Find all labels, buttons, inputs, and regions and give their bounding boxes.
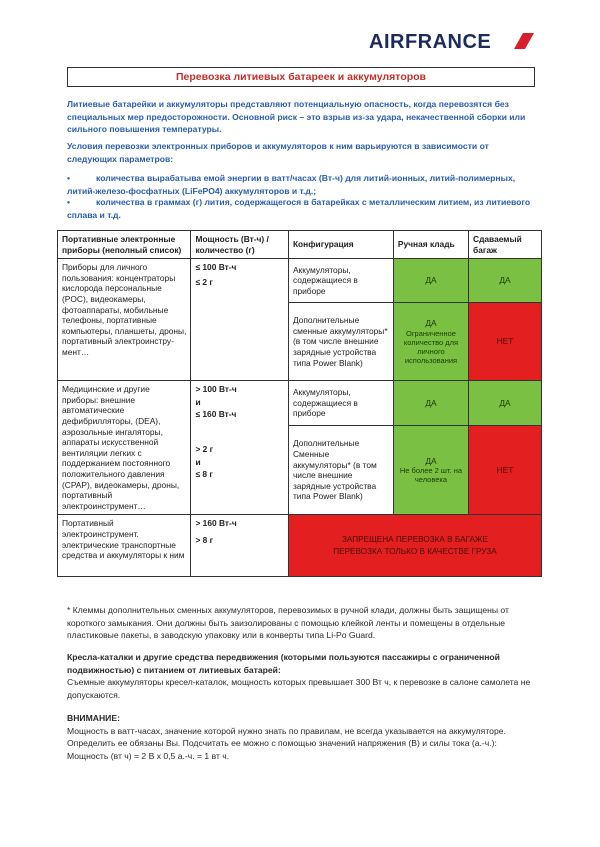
power-cell xyxy=(191,381,288,515)
power-value: ≤ 100 Вт-ч xyxy=(195,262,237,273)
power-value: > 2 г xyxy=(195,443,214,454)
devices-cell: Приборы для личного пользования: концентраторы кислорода персональные (POC), видеокамеры, фотоаппараты, мобильные телефоны, портативные компьютеры, планшеты, дроны, портативный электроинстру-мент… xyxy=(58,259,191,381)
config-cell: Аккумуляторы, содержащиеся в приборе xyxy=(288,381,393,426)
forbidden-cell xyxy=(288,515,541,577)
power-value: ≤ 8 г xyxy=(195,469,213,480)
attention-formula: Мощность (вт ч) = 2 В х 0,5 а.-ч. = 1 вт ч. xyxy=(67,750,230,761)
wheelchairs-title: Кресла-каталки и другие средства передвижения (которыми пользуются пассажиры с ограниченной подвижностью) с питанием от литиевых батарей: xyxy=(67,652,500,675)
hand-luggage-value: ДА xyxy=(425,318,437,329)
checked-baggage-cell: НЕТ xyxy=(469,425,542,514)
checked-baggage-cell: ДА xyxy=(469,381,542,426)
bullet-item xyxy=(67,172,537,197)
header-power: Мощность (Вт-ч) / количество (г) xyxy=(191,231,288,259)
logo-wordmark: AIRFRANCE xyxy=(369,31,492,53)
attention-section xyxy=(67,712,537,762)
hand-luggage-value: ДА xyxy=(425,455,437,466)
hand-luggage-cell: ДА xyxy=(393,259,468,303)
bullet-item xyxy=(67,196,537,221)
header-config: Конфигурация xyxy=(288,231,393,259)
hand-luggage-cell xyxy=(393,303,468,381)
forbidden-line: ЗАПРЕЩЕНА ПЕРЕВОЗКА В БАГАЖЕ xyxy=(341,535,488,545)
checked-baggage-cell: ДА xyxy=(469,259,542,303)
wheelchairs-section xyxy=(67,651,537,701)
table-row xyxy=(58,381,542,426)
power-cell xyxy=(191,259,288,381)
hand-luggage-note: Не более 2 шт. на человека xyxy=(399,466,463,485)
hand-luggage-cell xyxy=(393,425,468,514)
config-cell: Дополнительные сменные аккумуляторы* (в том числе внешние зарядные устройства типа Power Blank) xyxy=(288,303,393,381)
table-header-row xyxy=(58,231,542,259)
hand-luggage-note: Ограниченное количество для личного использования xyxy=(403,328,459,365)
wheelchairs-text: Съемные аккумуляторы кресел-каталок, мощность которых превышает 300 Вт ч, к перевозке в салоне самолета не допускаются. xyxy=(67,677,531,700)
intro-paragraph: Литиевые батарейки и аккумуляторы представляют потенциальную опасность, когда перевозятся без специальных мер предосторожности. Основной риск – это взрыв из-за удара, некачественной сборки или сильного повышения температуры. xyxy=(67,99,526,134)
power-cell xyxy=(191,515,288,577)
header-devices: Портативные электронные приборы (неполный список) xyxy=(58,231,191,259)
power-value: > 100 Вт-ч xyxy=(195,384,237,395)
airfrance-logo xyxy=(369,31,534,53)
logo-stripe-icon xyxy=(514,33,534,49)
battery-rules-table xyxy=(57,230,542,577)
table-row xyxy=(58,259,542,303)
power-value: и xyxy=(195,456,201,467)
table-row xyxy=(58,515,542,577)
header-checked-baggage: Сдаваемый багаж xyxy=(469,231,542,259)
forbidden-line: ПЕРЕВОЗКА ТОЛЬКО В КАЧЕСТВЕ ГРУЗА xyxy=(333,546,497,556)
power-value: > 160 Вт-ч xyxy=(195,518,237,529)
header-hand-luggage: Ручная кладь xyxy=(393,231,468,259)
bullet-text: количества вырабатыва емой энергии в ватт/часах (Вт-ч) для литий-ионных, литий-полимерных, литий-железо-фосфатных (LiFePO4) аккумуляторов и т.д.; xyxy=(67,173,516,196)
devices-cell: Медицинские и другие приборы: внешние автоматические дефибрилляторы, (DEA), аэрозольные ингаляторы, аппараты искусственной вентиляции легких с поддержанием постоянного положительного давления (CPAP), видеокамеры, дроны, портативный электроинструмент… xyxy=(58,381,191,515)
config-cell: Дополнительные Сменные аккумуляторы* (в том числе внешние зарядные устройства типа Power Blank) xyxy=(288,425,393,514)
conditions-paragraph: Условия перевозки электронных приборов и аккумуляторов к ним варьируются в зависимости от следующих параметров: xyxy=(67,141,489,164)
page-title: Перевозка литиевых батареек и аккумуляторов xyxy=(67,67,535,87)
power-value: ≤ 160 Вт-ч xyxy=(195,409,237,420)
power-value: и xyxy=(195,396,201,407)
bullet-dot-icon: • xyxy=(67,173,71,183)
bullet-dot-icon: • xyxy=(67,197,71,207)
power-value: > 8 г xyxy=(195,534,214,545)
hand-luggage-cell: ДА xyxy=(393,381,468,426)
checked-baggage-cell: НЕТ xyxy=(469,303,542,381)
config-cell: Аккумуляторы, содержащиеся в приборе xyxy=(288,259,393,303)
footnote: * Клеммы дополнительных сменных аккумуляторов, перевозимых в ручной клади, должны быть защищены от короткого замыкания. Они должны быть заизолированы с помощью клейкой ленты и помещены в отдельные пластиковые пакеты, в заводскую упаковку или в конверты типа Li-Po Guard. xyxy=(67,605,509,640)
attention-title: ВНИМАНИЕ: xyxy=(67,713,120,723)
attention-text: Мощность в ватт-часах, значение которой нужно знать по правилам, не всегда указывается на аккумуляторе. Определить ее обязаны Вы. Подсчитать ее можно с помощью значений напряжения (В) и силы тока (а.-ч.): xyxy=(67,725,506,748)
devices-cell: Портативный электроинструмент. электрические транспортные средства и аккумуляторы к ним xyxy=(58,515,191,577)
power-value: ≤ 2 г xyxy=(195,276,213,287)
bullet-text: количества в граммах (г) лития, содержащегося в батарейках с металлическим литием, из литиевого сплава и т.д. xyxy=(67,197,531,220)
